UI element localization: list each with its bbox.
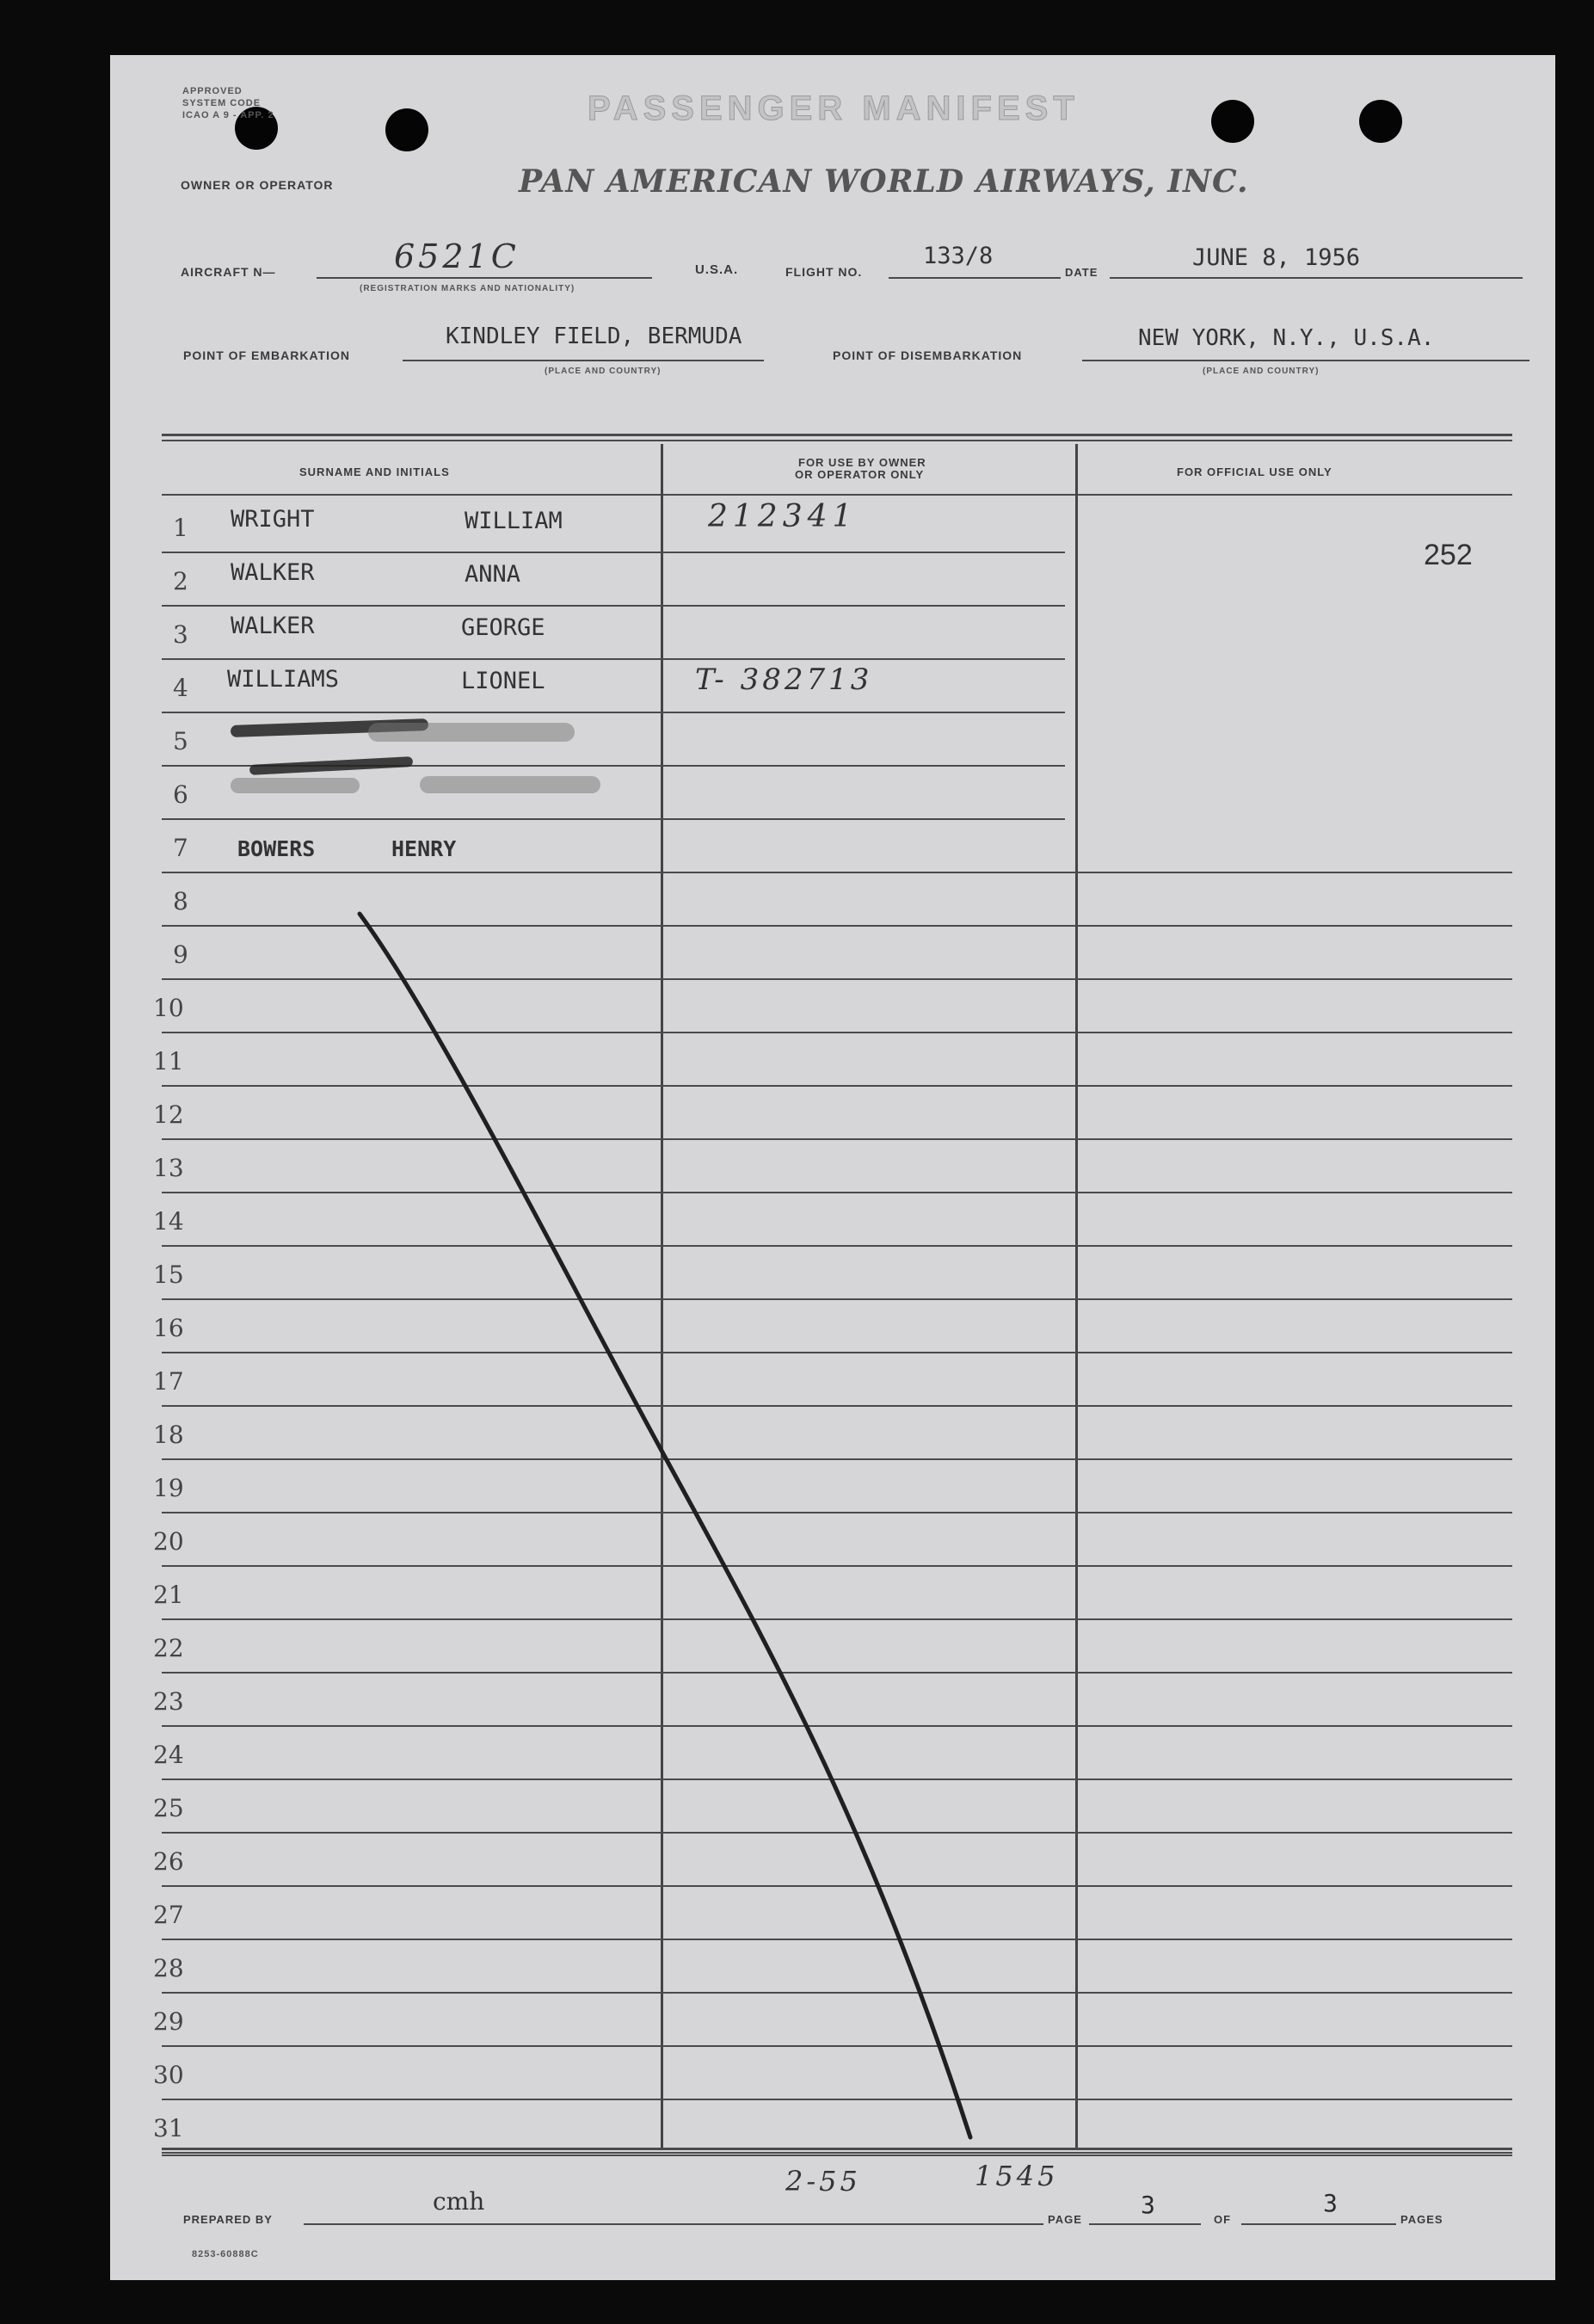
date-value: JUNE 8, 1956 [1192,244,1361,271]
handwritten-code: 1545 [975,2160,1059,2192]
row-number: 11 [153,1047,184,1076]
row-number: 18 [153,1421,184,1449]
row-number: 20 [153,1527,184,1556]
row-number: 15 [153,1261,184,1289]
col-surname-header: SURNAME AND INITIALS [299,465,450,478]
approval-line-1: APPROVED [182,86,243,96]
row-number: 29 [153,2007,184,2036]
official-note: 252 [1424,539,1473,571]
passenger-given: WILLIAM [465,508,563,534]
of-value: 3 [1323,2189,1338,2217]
row-number: 19 [153,1474,184,1502]
operator-note: 212341 [708,499,858,534]
passenger-given: HENRY [391,836,457,861]
page-value: 3 [1141,2191,1155,2219]
passenger-surname: WILLIAMS [227,666,340,693]
aircraft-sub: (REGISTRATION MARKS AND NATIONALITY) [360,284,575,293]
form-number: 8253-60888C [192,2249,259,2259]
page-label: PAGE [1048,2213,1082,2226]
row-number: 5 [173,727,188,755]
disembark-sub: (PLACE AND COUNTRY) [1203,367,1320,376]
disembark-label: POINT OF DISEMBARKATION [833,348,1023,362]
aircraft-label: AIRCRAFT N— [181,265,276,279]
cancellation-stroke [110,55,1555,2280]
row-number: 2 [173,567,188,595]
row-number: 26 [153,1847,184,1876]
row-number: 10 [153,994,184,1022]
form-title: PASSENGER MANIFEST [588,89,1080,127]
passenger-given: ANNA [465,561,521,588]
owner-name: PAN AMERICAN WORLD AIRWAYS, INC. [519,163,1249,200]
row-number: 3 [173,620,188,649]
row-number: 9 [173,940,188,969]
disembark-value: NEW YORK, N.Y., U.S.A. [1138,325,1435,351]
row-number: 25 [153,1794,184,1822]
col-operator-header-2: OR OPERATOR ONLY [795,468,925,481]
prepared-underline [304,2223,1043,2225]
passenger-surname: WALKER [231,559,315,586]
table-bottom-rule [162,2148,1512,2150]
of-underline [1241,2223,1396,2225]
row-number: 4 [173,674,188,702]
embark-value: KINDLEY FIELD, BERMUDA [446,324,742,349]
row-number: 21 [153,1581,184,1609]
row-number: 31 [153,2114,184,2142]
approval-line-2: SYSTEM CODE [182,98,262,108]
prepared-label: PREPARED BY [183,2213,273,2226]
manifest-sheet [110,55,1555,2280]
flight-value: 133/8 [923,243,994,269]
row-number: 12 [153,1100,184,1129]
owner-label: OWNER OR OPERATOR [181,178,334,192]
passenger-given: GEORGE [461,614,545,641]
handwritten-time: 2-55 [785,2165,861,2198]
passenger-surname: WRIGHT [231,506,315,533]
row-number: 17 [153,1367,184,1396]
pages-label: PAGES [1400,2213,1443,2226]
passenger-given: LIONEL [461,668,545,694]
row-number: 8 [173,887,188,915]
page-underline [1089,2223,1201,2225]
usa-label: U.S.A. [695,262,739,277]
flight-label: FLIGHT NO. [785,265,863,279]
of-label: OF [1214,2213,1232,2226]
approval-line-3: ICAO A 9 - APP. 2 [182,110,274,120]
passenger-surname: WALKER [231,613,315,639]
row-number: 30 [153,2061,184,2089]
col-operator-header-1: FOR USE BY OWNER [798,456,926,469]
date-label: DATE [1065,266,1099,279]
row-number: 14 [153,1207,184,1236]
row-number: 22 [153,1634,184,1662]
embark-label: POINT OF EMBARKATION [183,348,350,362]
passenger-surname: BOWERS [237,836,316,861]
row-number: 16 [153,1314,184,1342]
row-number: 28 [153,1954,184,1982]
aircraft-value: 6521C [394,237,520,275]
row-number: 13 [153,1154,184,1182]
row-number: 23 [153,1687,184,1716]
prepared-value: cmh [433,2187,485,2216]
row-number: 27 [153,1901,184,1929]
operator-note: T- 382713 [695,663,873,697]
row-number: 24 [153,1741,184,1769]
row-number: 7 [173,834,188,862]
embark-sub: (PLACE AND COUNTRY) [545,367,662,376]
table-bottom-rule [162,2154,1512,2156]
col-official-header: FOR OFFICIAL USE ONLY [1177,465,1332,478]
row-number: 1 [173,514,188,542]
row-number: 6 [173,780,188,809]
